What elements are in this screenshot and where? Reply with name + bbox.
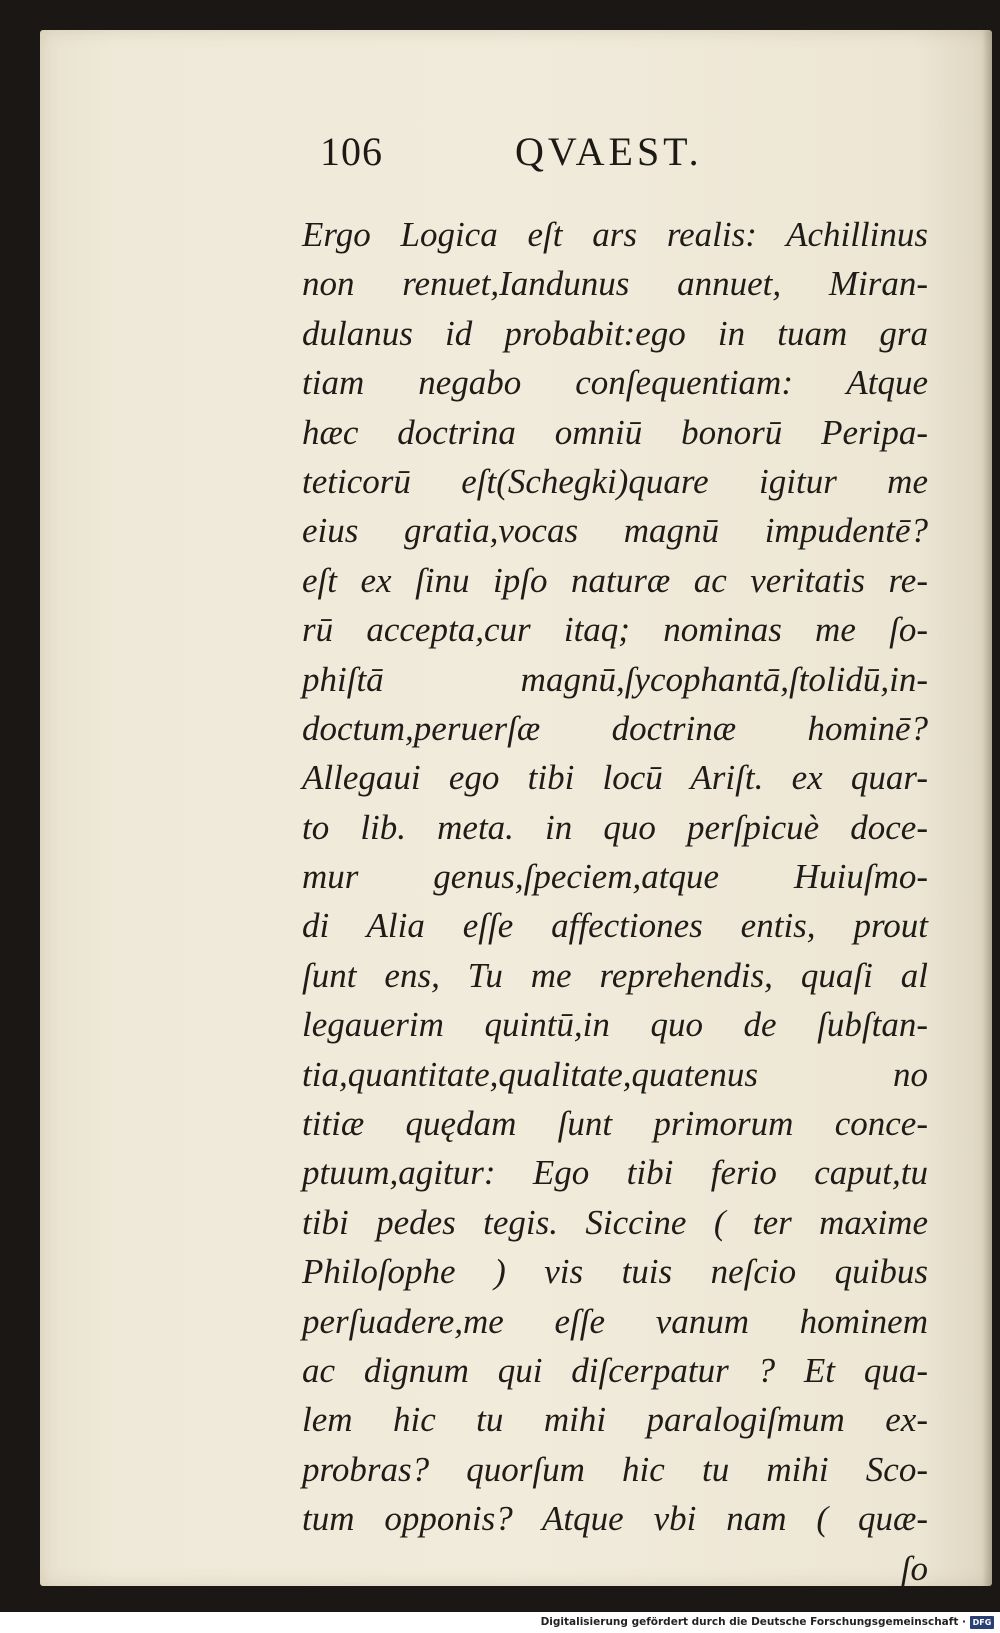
text-line: Philoſophe ) vis tuis neſcio quibus [302,1252,928,1292]
text-line: perſuadere,me eſſe vanum hominem [302,1301,928,1341]
page-number: 106 [320,129,383,174]
text-line: lem hic tu mihi paralogiſmum ex- [302,1400,928,1440]
text-line: non renuet,Iandunus annuet, Miran- [302,264,928,304]
text-line: tibi pedes tegis. Siccine ( ter maxime [302,1202,928,1242]
text-line: titiæ quędam ſunt primorum conce- [302,1104,928,1144]
running-head [40,128,992,198]
running-title: QVAEST. [515,129,703,174]
body-text [302,210,928,1593]
page-edge-shadow [982,30,992,1586]
text-line: probras? quorſum hic tu mihi Sco- [302,1449,928,1489]
text-line: ſunt ens, Tu me reprehendis, quaſi al [302,955,928,995]
text-line: di Alia eſſe affectiones entis, prout [302,906,928,946]
text-line: mur genus,ſpeciem,atque Huiuſmo- [302,857,928,897]
dfg-logo-icon [970,1616,994,1629]
book-page [40,30,992,1586]
dfg-logo-text: DFG [972,1618,992,1627]
text-line: doctum,peruerſæ doctrinæ hominē? [302,708,928,748]
text-line: ptuum,agitur: Ego tibi ferio caput,tu [302,1153,928,1193]
text-line: tia,quantitate,qualitate,quatenus no [302,1054,928,1094]
text-line: ac dignum qui diſcerpatur ? Et qua- [302,1350,928,1390]
text-line: phiſtā magnū,ſycophantā,ſtolidū,in- [302,659,928,699]
text-line: teticorū eſt(Schegki)quare igitur me [302,461,928,501]
text-line: hæc doctrina omniū bonorū Peripa- [302,412,928,452]
catchword: ſo [900,1548,928,1588]
text-line: legauerim quintū,in quo de ſubſtan- [302,1005,928,1045]
text-line: dulanus id probabit:ego in tuam gra [302,313,928,353]
text-line: to lib. meta. in quo perſpicuè doce- [302,807,928,847]
text-line: Ergo Logica eſt ars realis: Achillinus [302,215,928,254]
funding-credit: Digitalisierung gefördert durch die Deutsche Forschungsgemeinschaft · [540,1616,966,1628]
text-line: tiam negabo conſequentiam: Atque [302,363,928,403]
text-line: Allegaui ego tibi locū Ariſt. ex quar- [302,758,928,798]
text-line: rū accepta,cur itaq; nominas me ſo- [302,610,928,650]
text-line: eſt ex ſinu ipſo naturæ ac veritatis re- [302,560,928,600]
text-line: tum opponis? Atque vbi nam ( quæ- [302,1499,928,1539]
text-line: eius gratia,vocas magnū impudentē? [302,511,928,551]
digitization-footer [0,1612,1000,1633]
